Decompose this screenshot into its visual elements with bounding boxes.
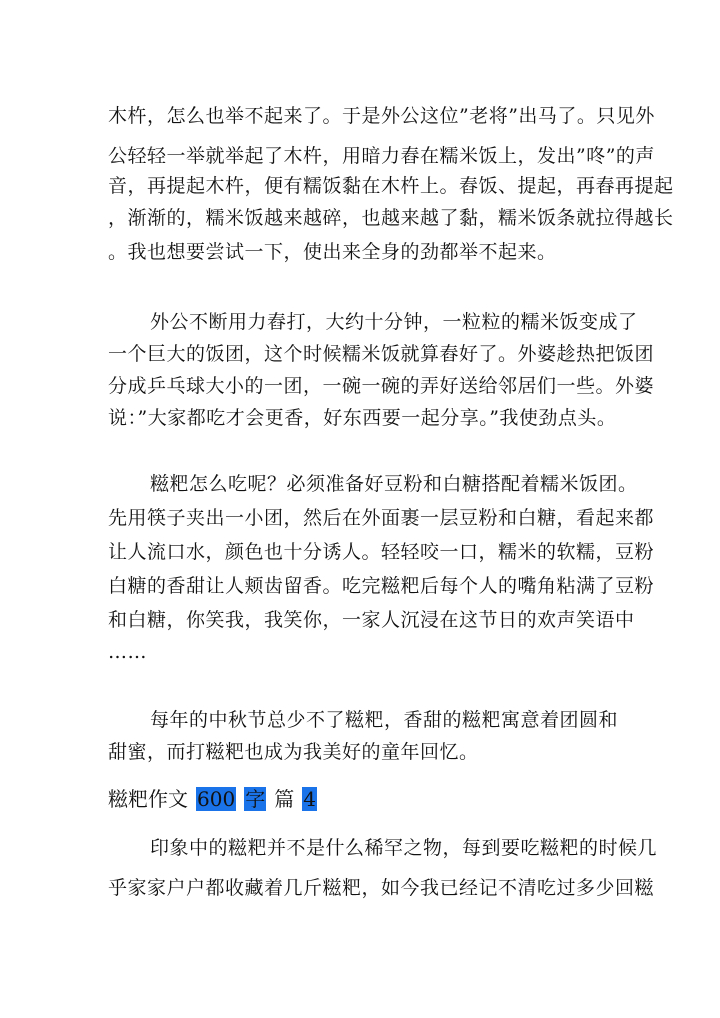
paragraph-5-line-1: 印象中的糍粑并不是什么稀罕之物，每到要吃糍粑的时候几 — [150, 837, 658, 859]
paragraph-5-line-2: 乎家家户户都收藏着几斤糍粑，如今我已经记不清吃过多少回糍 — [108, 877, 655, 899]
paragraph-3-line-6: …… — [108, 641, 147, 663]
section-heading — [108, 786, 317, 812]
paragraph-2-line-3: 分成乒乓球大小的一团，一碗一碗的弄好送给邻居们一些。外婆 — [108, 375, 655, 397]
paragraph-1-line-4: ，渐渐的，糯米饭越来越碎，也越来越了黏，糯米饭条就拉得越长 — [108, 207, 674, 229]
paragraph-2-line-2: 一个巨大的饭团，这个时候糯米饭就算舂好了。外婆趁热把饭团 — [108, 343, 655, 365]
paragraph-3-line-2: 先用筷子夹出一小团，然后在外面裹一层豆粉和白糖，看起来都 — [108, 507, 655, 529]
paragraph-3-line-5: 和白糖，你笑我，我笑你，一家人沉浸在这节日的欢声笑语中 — [108, 609, 635, 631]
heading-number-highlight: 600 — [197, 787, 236, 811]
paragraph-2-line-1: 外公不断用力舂打，大约十分钟，一粒粒的糯米饭变成了 — [150, 311, 638, 333]
paragraph-3-line-4: 白糖的香甜让人颊齿留香。吃完糍粑后每个人的嘴角粘满了豆粉 — [108, 575, 655, 597]
paragraph-2-line-4: 说：”大家都吃才会更香，好东西要一起分享。”我使劲点头。 — [108, 407, 617, 429]
heading-pian: 篇 — [274, 787, 295, 811]
paragraph-1-line-2: 公轻轻一举就举起了木杵，用暗力舂在糯米饭上，发出”咚”的声 — [108, 145, 655, 167]
paragraph-4-line-2: 甜蜜，而打糍粑也成为我美好的童年回忆。 — [108, 741, 479, 763]
paragraph-4-line-1: 每年的中秋节总少不了糍粑，香甜的糍粑寓意着团圆和 — [150, 709, 619, 731]
paragraph-3-line-3: 让人流口水，颜色也十分诱人。轻轻咬一口，糯米的软糯，豆粉 — [108, 541, 655, 563]
paragraph-1-line-1: 木杵，怎么也举不起来了。于是外公这位”老将”出马了。只见外 — [108, 105, 655, 127]
paragraph-1-line-5: 。我也想要尝试一下，使出来全身的劲都举不起来。 — [108, 241, 557, 263]
paragraph-3-line-1: 糍粑怎么吃呢？必须准备好豆粉和白糖搭配着糯米饭团。 — [150, 473, 638, 495]
paragraph-1-line-3: 音，再提起木杵，便有糯饭黏在木杵上。舂饭、提起，再舂再提起 — [108, 175, 674, 197]
heading-index-highlight: 4 — [303, 787, 316, 811]
heading-zi-highlight: 字 — [245, 787, 266, 811]
heading-prefix: 糍粑作文 — [108, 787, 188, 811]
